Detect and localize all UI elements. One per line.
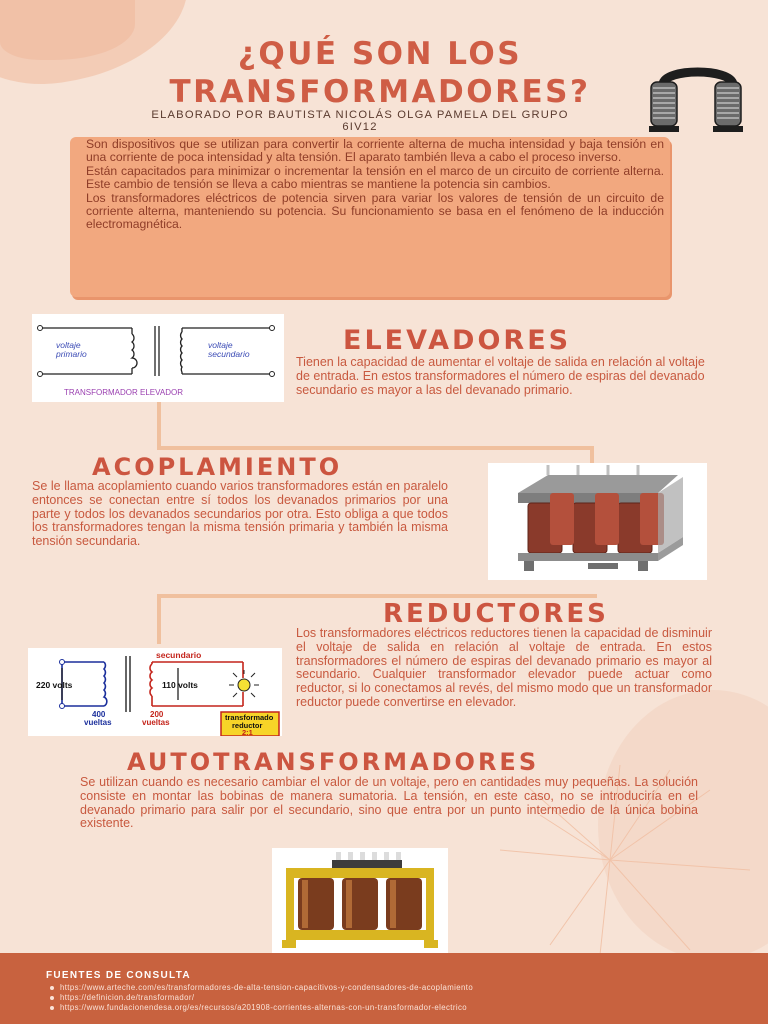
connector-line: [157, 594, 161, 644]
source-link[interactable]: https://www.fundacionendesa.org/es/recursos/a201908-corrientes-alternas-con-un-transformador-electrico: [48, 1003, 748, 1013]
connector-line: [157, 402, 161, 450]
primary-voltage-label-2: primario: [56, 349, 87, 359]
heading-elevadores: ELEVADORES: [343, 325, 572, 356]
footer-title: FUENTES DE CONSULTA: [46, 970, 191, 981]
three-phase-transformer-illustration: [488, 463, 707, 580]
secondary-label: secundario: [156, 650, 202, 660]
step-up-circuit-svg: [32, 314, 284, 402]
author-line1: ELABORADO POR BAUTISTA NICOLÁS OLGA PAMELA DEL GRUPO: [151, 109, 569, 121]
step-down-circuit-svg: [28, 648, 282, 736]
heading-autotransformadores: AUTOTRANSFORMADORES: [127, 748, 540, 776]
heading-reductores: REDUCTORES: [383, 599, 609, 629]
page-title-line1: ¿QUÉ SON LOS: [237, 36, 523, 72]
intro-paragraph-3: Los transformadores eléctricos de potencia sirven para variar los valores de tensión de un circuito de corriente alterna, manteniendo su potencia. Su funcionamiento se basa en el fenómeno de la inducción electromagnética.: [86, 190, 664, 232]
ratio-box-line2: reductor: [232, 721, 263, 730]
coupled-transformers-image: [488, 463, 707, 580]
intro-paragraph-2: Están capacitados para minimizar o incrementar la tensión en el marco de un circuito de corriente alterna. Este cambio de tensión se lleva a cabo mientras se mantiene la potencia sin cambios.: [86, 163, 664, 192]
secondary-voltage-label: voltaje: [208, 340, 233, 350]
autotransformer-illustration: [272, 848, 448, 954]
page-title-line2: TRANSFORMADORES?: [169, 74, 591, 110]
intro-paragraph-1: Son dispositivos que se utilizan para convertir la corriente alterna de mucha intensidad y baja tensión en una corriente de poca intensidad y alta tensión. El aparato también lleva a cabo el proceso inverso.: [86, 137, 664, 165]
secondary-turns-value: 200: [150, 710, 164, 719]
sources-list: [48, 983, 748, 1013]
ratio-box-line1: transformado: [225, 713, 274, 722]
intro-text: [86, 138, 664, 232]
source-link[interactable]: https://definicion.de/transformador/: [48, 993, 748, 1003]
ratio-value: 2:1: [242, 728, 253, 736]
primary-turns-value: 400: [92, 710, 106, 719]
autotransformer-image: [272, 848, 448, 954]
connector-line: [590, 446, 594, 464]
connector-line: [157, 446, 593, 450]
step-down-transformer-diagram: [28, 648, 282, 736]
text-autotransformadores: Se utilizan cuando es necesario cambiar el valor de un voltaje, pero en cantidades muy pequeñas. La solución consiste en montar las bobinas de manera sumatoria. La tensión, en este caso, no se introduciría en el devanado primario para salir por el secundario, sino que entra por un punto intermedio de la única bobina existente.: [80, 775, 698, 831]
author-credit: [100, 109, 620, 133]
diagram-caption: TRANSFORMADOR ELEVADOR: [64, 388, 183, 397]
text-reductores: Los transformadores eléctricos reductores tienen la capacidad de disminuir el voltaje de salida en relación al voltaje de entrada. En estos transformadores el número de espiras del devanado primario es mayor al secundario. Cualquier transformador elevador puede actuar como reductor, si lo conectamos al revés, del mismo modo que un transformador reductor puede convertirse en elevador.: [296, 626, 712, 709]
text-acoplamiento: Se le llama acoplamiento cuando varios transformadores están en paralelo entonces se conectan entre sí todos los devanados primarios por una parte y todos los devanados secundarios por otra. Esto obliga a que todos los transformadores tengan la misma tensión primaria y también la misma tensión secundaria.: [32, 479, 448, 549]
source-link[interactable]: https://www.arteche.com/es/transformadores-de-alta-tension-capacitivos-y-condensadores-de-acoplamiento: [48, 983, 748, 993]
secondary-voltage-value: 110 volts: [162, 680, 198, 690]
heading-acoplamiento: ACOPLAMIENTO: [92, 453, 343, 481]
author-line2: 6IV12: [342, 121, 378, 133]
text-elevadores: Tienen la capacidad de aumentar el voltaje de salida en relación al voltaje de entrada. En estos transformadores el número de espiras del devanado secundario es mayor a las del devanado primario.: [296, 355, 705, 397]
transformer-coil-icon: [645, 66, 750, 136]
primary-turns-unit: vueltas: [84, 718, 112, 727]
secondary-voltage-label-2: secundario: [208, 349, 250, 359]
primary-voltage-value: 220 volts: [36, 680, 73, 690]
connector-line: [157, 594, 597, 598]
step-up-transformer-diagram: [32, 314, 284, 402]
primary-voltage-label: voltaje: [56, 340, 81, 350]
secondary-turns-unit: vueltas: [142, 718, 170, 727]
